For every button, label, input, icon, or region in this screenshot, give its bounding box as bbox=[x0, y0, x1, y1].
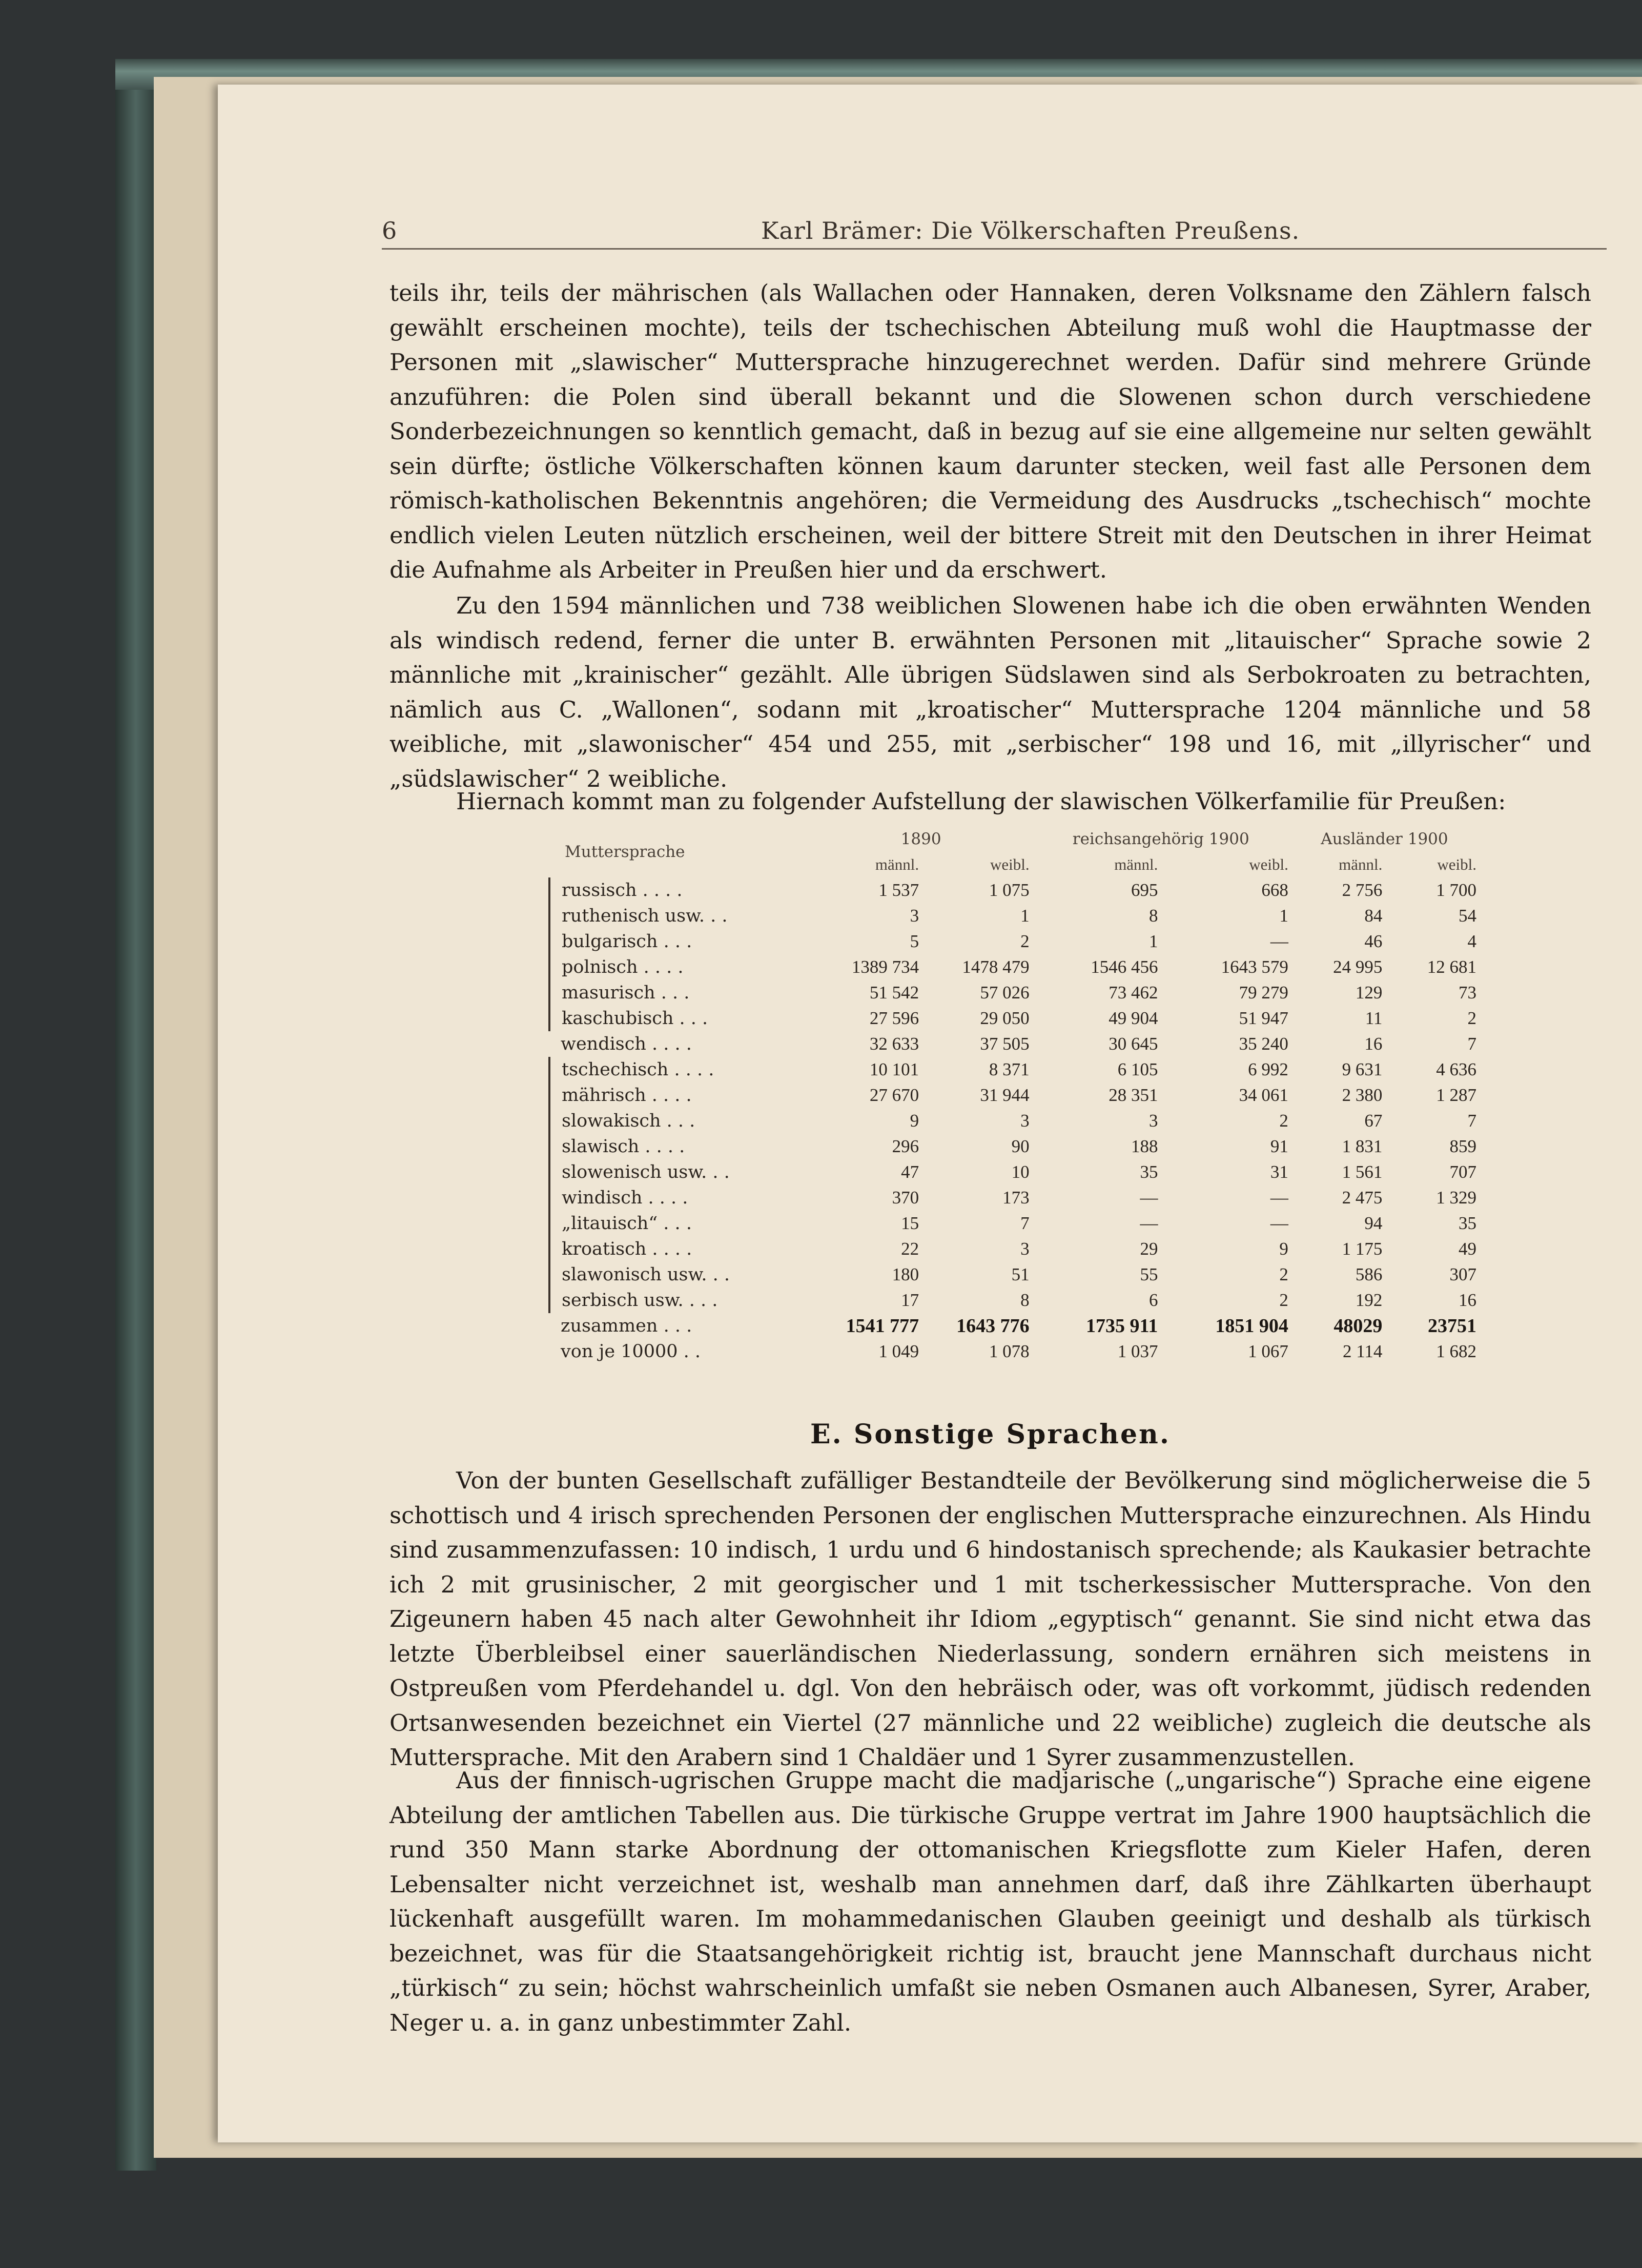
table-cell: 24 995 bbox=[1333, 957, 1383, 977]
row-label: slowenisch usw. . . bbox=[549, 1159, 811, 1185]
table-cell: 2 114 bbox=[1342, 1341, 1383, 1361]
table-cell: 296 bbox=[892, 1136, 919, 1156]
table-cell: 6 bbox=[1148, 1290, 1158, 1310]
running-header bbox=[382, 213, 1607, 250]
table-row bbox=[549, 929, 1479, 954]
table-cell: 9 631 bbox=[1342, 1059, 1383, 1079]
table-cell: 4 636 bbox=[1436, 1059, 1476, 1079]
table-cell: 8 bbox=[1020, 1290, 1030, 1310]
table-cell: 2 bbox=[1020, 931, 1030, 951]
table-cell: 73 bbox=[1459, 983, 1476, 1003]
table-cell: 1 075 bbox=[989, 880, 1030, 900]
table-cell: 7 bbox=[1467, 1034, 1476, 1054]
table-cell: 79 279 bbox=[1239, 983, 1288, 1003]
table-cell: 6 105 bbox=[1117, 1059, 1158, 1079]
table-cell: 35 bbox=[1140, 1162, 1158, 1182]
table-cell: — bbox=[1140, 1213, 1158, 1233]
paragraph-3: Hiernach kommt man zu folgender Aufstellung der slawischen Völkerfamilie für Preußen: bbox=[456, 788, 1506, 815]
table-cell: 7 bbox=[1020, 1213, 1030, 1233]
row-label: „litauisch“ . . . bbox=[549, 1211, 811, 1236]
table-cell: 35 240 bbox=[1239, 1034, 1288, 1054]
table-cell: 32 633 bbox=[869, 1034, 919, 1054]
table-cell: 1 078 bbox=[989, 1341, 1030, 1361]
table-cell: 3 bbox=[1148, 1111, 1158, 1131]
table-cell: 1 831 bbox=[1342, 1136, 1383, 1156]
table-row bbox=[549, 980, 1479, 1006]
table-cell: 29 bbox=[1140, 1239, 1158, 1259]
paragraph-5: Aus der finnisch-ugrischen Gruppe macht die madjarische („ungarische“) Sprache eine eigene Abteilung der amtlichen Tabellen aus. Die türkische Gruppe vertrat im Jahre 1900 hauptsächlich die rund 350 Mann starke Abordnung der ottomanischen Kriegsflotte zum Kieler Hafen, deren Lebensalter nicht verzeichnet ist, weshalb man annehmen darf, daß ihre Zählkarten überhaupt lückenhaft ausgefüllt waren. Im mohammedanischen Glauben geeinigt und deshalb als türkisch bezeichnet, was für die Staatsangehörigkeit richtig ist, braucht jene Mannschaft durchaus nicht „türkisch“ zu sein; höchst wahrscheinlich umfaßt sie neben Osmanen auch Albanesen, Syrer, Araber, Neger u. a. in ganz unbestimmter Zahl. bbox=[389, 1767, 1591, 2036]
table-cell: 859 bbox=[1449, 1136, 1476, 1156]
table-cell: 51 542 bbox=[869, 983, 919, 1003]
table-cell: 84 bbox=[1364, 906, 1383, 926]
table-cell: 49 bbox=[1459, 1239, 1476, 1259]
table-cell: 1 037 bbox=[1117, 1341, 1158, 1361]
table-cell: 22 bbox=[901, 1239, 919, 1259]
paragraph-4: Von der bunten Gesellschaft zufälliger Bestandteile der Bevölkerung sind möglicherweise die 5 schottisch und 4 irisch sprechenden Personen der englischen Muttersprache einzurechnen. Als Hindu sind zusammenzufassen: 10 indisch, 1 urdu und 6 hindostanisch sprechende; als Kaukasier betrachte ich 2 mit grusinischer, 2 mit georgischer und 1 mit tscherkessischer Muttersprache. Von den Zigeunern haben 45 nach alter Gewohnheit ihr Idiom „egyptisch“ genannt. Sie sind nicht etwa das letzte Überbleibsel einer sauerländischen Niederlassung, sondern ernähren sich meistens in Ostpreußen vom Pferdehandel u. dgl. Von den hebräisch oder, was oft vorkommt, jüdisch redenden Ortsanwesenden bezeichnet ein Viertel (27 männliche und 22 weibliche) zugleich die deutsche als Muttersprache. Mit den Arabern sind 1 Chaldäer und 1 Syrer zusammenzustellen. bbox=[389, 1467, 1591, 1771]
table-cell: 1 049 bbox=[878, 1341, 919, 1361]
table-cell: 9 bbox=[910, 1111, 919, 1131]
table-cell: 307 bbox=[1449, 1264, 1476, 1284]
slavic-languages-table bbox=[548, 826, 1479, 1364]
header-weibl: weibl. bbox=[1249, 855, 1288, 873]
page-number: 6 bbox=[382, 217, 397, 244]
table-cell: 1 329 bbox=[1436, 1188, 1476, 1208]
table-row bbox=[549, 877, 1479, 903]
table-cell: 1 175 bbox=[1342, 1239, 1383, 1259]
header-maennl: männl. bbox=[1339, 855, 1383, 873]
table-row bbox=[549, 1288, 1479, 1313]
table-cell: 91 bbox=[1270, 1136, 1288, 1156]
table-cell: — bbox=[1140, 1188, 1158, 1208]
table-cell: 49 904 bbox=[1109, 1008, 1158, 1028]
table-cell: 12 681 bbox=[1427, 957, 1476, 977]
table-cell: 54 bbox=[1459, 906, 1476, 926]
paragraph-1: teils ihr, teils der mährischen (als Wallachen oder Hannaken, deren Volksname den Zählern falsch gewählt erscheinen mochte), teils der tschechischen Abteilung muß wohl die Hauptmasse der Personen mit „slawischer“ Muttersprache hinzugerechnet werden. Dafür sind mehrere Gründe anzuführen: die Polen sind überall bekannt und die Slowenen schon durch verschiedene Sonderbezeichnungen so kenntlich gemacht, daß in bezug auf sie eine allgemeine nur selten gewählt sein dürfte; östliche Völkerschaften können kaum darunter stecken, weil fast alle Personen dem römisch-katholischen Bekenntnis angehören; die Vermeidung des Ausdrucks „tschechisch“ mochte endlich vielen Leuten nützlich erscheinen, weil der bittere Streit mit den Deutschen in ihrer Heimat die Aufnahme als Arbeiter in Preußen hier und da erschwert. bbox=[389, 279, 1591, 583]
table-cell: 1478 479 bbox=[962, 957, 1030, 977]
row-label: kroatisch . . . . bbox=[549, 1236, 811, 1262]
table-header-row bbox=[549, 826, 1479, 852]
table-cell: 9 bbox=[1279, 1239, 1288, 1259]
row-label: von je 10000 . . bbox=[561, 1341, 701, 1362]
row-label: zusammen . . . bbox=[561, 1316, 692, 1336]
table-cell: 1 287 bbox=[1436, 1085, 1476, 1105]
table-cell: 3 bbox=[1020, 1111, 1030, 1131]
table-cell: 27 670 bbox=[869, 1085, 919, 1105]
table-cell: 129 bbox=[1355, 983, 1383, 1003]
table-cell: 2 bbox=[1279, 1264, 1288, 1284]
table-cell: 1 bbox=[1279, 906, 1288, 926]
row-label: russisch . . . . bbox=[549, 877, 811, 903]
table-cell: 35 bbox=[1459, 1213, 1476, 1233]
table-cell: 668 bbox=[1261, 880, 1288, 900]
table-row bbox=[549, 1108, 1479, 1134]
table-cell: 57 026 bbox=[980, 983, 1030, 1003]
table-cell: 8 bbox=[1148, 906, 1158, 926]
table-cell: 1389 734 bbox=[851, 957, 919, 977]
table-cell: 2 380 bbox=[1342, 1085, 1383, 1105]
table-cell: 5 bbox=[910, 931, 919, 951]
table-cell: 8 371 bbox=[989, 1059, 1030, 1079]
row-label: serbisch usw. . . . bbox=[549, 1288, 811, 1313]
row-label: slowakisch . . . bbox=[549, 1108, 811, 1134]
table-cell: 707 bbox=[1449, 1162, 1476, 1182]
row-label: polnisch . . . . bbox=[549, 954, 811, 980]
table-body bbox=[549, 877, 1479, 1364]
table-cell: 55 bbox=[1140, 1264, 1158, 1284]
table-row bbox=[549, 1031, 1479, 1057]
table-cell: 11 bbox=[1365, 1008, 1383, 1028]
table-cell: 29 050 bbox=[980, 1008, 1030, 1028]
row-label: masurisch . . . bbox=[549, 980, 811, 1006]
table-cell: 1 537 bbox=[878, 880, 919, 900]
header-maennl: männl. bbox=[875, 855, 919, 873]
table-cell: 6 992 bbox=[1248, 1059, 1288, 1079]
header-muttersprache: Muttersprache bbox=[565, 843, 685, 861]
row-label: bulgarisch . . . bbox=[549, 929, 811, 954]
table-cell: — bbox=[1270, 1213, 1288, 1233]
table-row bbox=[549, 903, 1479, 929]
table-cell: 1 bbox=[1020, 906, 1030, 926]
section-title: E. Sonstige Sprachen. bbox=[810, 1419, 1171, 1450]
header-reichsangehoerig-1900: reichsangehörig 1900 bbox=[1072, 830, 1249, 848]
header-1890: 1890 bbox=[900, 830, 941, 848]
table-cell: 10 bbox=[1011, 1162, 1030, 1182]
table-cell: 2 bbox=[1467, 1008, 1476, 1028]
table-cell: 188 bbox=[1131, 1136, 1158, 1156]
table-cell: 51 947 bbox=[1239, 1008, 1288, 1028]
table-row bbox=[549, 1159, 1479, 1185]
table-cell: 51 bbox=[1011, 1264, 1030, 1284]
table-cell: 16 bbox=[1459, 1290, 1476, 1310]
table-row bbox=[549, 1339, 1479, 1364]
table-cell: 2 475 bbox=[1342, 1188, 1383, 1208]
table-cell: 1735 911 bbox=[1086, 1315, 1158, 1337]
table-row bbox=[549, 1236, 1479, 1262]
table-cell: — bbox=[1270, 931, 1288, 951]
row-label: ruthenisch usw. . . bbox=[549, 903, 811, 929]
table-cell: 370 bbox=[892, 1188, 919, 1208]
row-label: slawonisch usw. . . bbox=[549, 1262, 811, 1288]
table-cell: 1851 904 bbox=[1215, 1315, 1288, 1337]
table-row bbox=[549, 1006, 1479, 1031]
table-cell: 180 bbox=[892, 1264, 919, 1284]
table-cell: 192 bbox=[1355, 1290, 1383, 1310]
table-cell: 73 462 bbox=[1109, 983, 1158, 1003]
table-cell: 23751 bbox=[1428, 1315, 1476, 1337]
table-cell: 586 bbox=[1355, 1264, 1383, 1284]
table-row bbox=[549, 1082, 1479, 1108]
table-cell: 16 bbox=[1364, 1034, 1383, 1054]
table-cell: 37 505 bbox=[980, 1034, 1030, 1054]
table-row bbox=[549, 1134, 1479, 1159]
table-cell: 30 645 bbox=[1109, 1034, 1158, 1054]
table-cell: 3 bbox=[1020, 1239, 1030, 1259]
table-row bbox=[549, 1313, 1479, 1339]
header-auslaender-1900: Ausländer 1900 bbox=[1321, 830, 1448, 848]
table-cell: 2 bbox=[1279, 1290, 1288, 1310]
table-cell: 46 bbox=[1364, 931, 1383, 951]
table-cell: 1 bbox=[1148, 931, 1158, 951]
table-cell: 27 596 bbox=[869, 1008, 919, 1028]
table-cell: 3 bbox=[910, 906, 919, 926]
header-weibl: weibl. bbox=[1437, 855, 1476, 873]
table-cell: 67 bbox=[1364, 1111, 1383, 1131]
row-label: wendisch . . . . bbox=[561, 1034, 692, 1054]
row-label: slawisch . . . . bbox=[549, 1134, 811, 1159]
table-cell: 94 bbox=[1364, 1213, 1383, 1233]
paragraph-2: Zu den 1594 männlichen und 738 weiblichen Slowenen habe ich die oben erwähnten Wenden als windisch redend, ferner die unter B. erwähnten Personen mit „litauischer“ Sprache sowie 2 männliche mit „krainischer“ gezählt. Alle übrigen Südslawen sind als Serbokroaten zu betrachten, nämlich aus C. „Wallonen“, sodann mit „kroatischer“ Muttersprache 1204 männliche und 58 weibliche, mit „slawonischer“ 454 und 255, mit „serbischer“ 198 und 16, mit „illyrischer“ und „südslawischer“ 2 weibliche. bbox=[389, 592, 1591, 792]
table-cell: 90 bbox=[1011, 1136, 1030, 1156]
table-row bbox=[549, 1262, 1479, 1288]
row-label: tschechisch . . . . bbox=[549, 1057, 811, 1082]
table-row bbox=[549, 954, 1479, 980]
table-cell: 1541 777 bbox=[846, 1315, 919, 1337]
table-cell: 2 756 bbox=[1342, 880, 1383, 900]
table-cell: 1 682 bbox=[1436, 1341, 1476, 1361]
row-label: windisch . . . . bbox=[549, 1185, 811, 1211]
table-cell: 34 061 bbox=[1239, 1085, 1288, 1105]
table-row bbox=[549, 1057, 1479, 1082]
table-cell: 48029 bbox=[1333, 1315, 1383, 1337]
table-cell: 7 bbox=[1467, 1111, 1476, 1131]
table-cell: 4 bbox=[1467, 931, 1476, 951]
running-title: Karl Brämer: Die Völkerschaften Preußens. bbox=[761, 217, 1300, 244]
table-cell: 1643 776 bbox=[956, 1315, 1030, 1337]
table-cell: 1 561 bbox=[1342, 1162, 1383, 1182]
table-cell: 10 101 bbox=[869, 1059, 919, 1079]
table-cell: 31 944 bbox=[980, 1085, 1030, 1105]
table-row bbox=[549, 1211, 1479, 1236]
header-weibl: weibl. bbox=[990, 855, 1030, 873]
table-cell: 1 700 bbox=[1436, 880, 1476, 900]
table-cell: 173 bbox=[1002, 1188, 1030, 1208]
table-cell: 17 bbox=[901, 1290, 919, 1310]
table-cell: 47 bbox=[901, 1162, 919, 1182]
row-label: mährisch . . . . bbox=[549, 1082, 811, 1108]
table-cell: 1643 579 bbox=[1221, 957, 1288, 977]
table-cell: 2 bbox=[1279, 1111, 1288, 1131]
table-cell: 31 bbox=[1270, 1162, 1288, 1182]
table-cell: 1546 456 bbox=[1091, 957, 1158, 977]
header-rule bbox=[382, 248, 1607, 250]
book-binding-spine bbox=[115, 59, 156, 2171]
table-cell: 28 351 bbox=[1109, 1085, 1158, 1105]
header-maennl: männl. bbox=[1114, 855, 1158, 873]
table-cell: 15 bbox=[901, 1213, 919, 1233]
table-row bbox=[549, 1185, 1479, 1211]
row-label: kaschubisch . . . bbox=[549, 1006, 811, 1031]
table-cell: 1 067 bbox=[1248, 1341, 1288, 1361]
table-cell: — bbox=[1270, 1188, 1288, 1208]
table-cell: 695 bbox=[1131, 880, 1158, 900]
